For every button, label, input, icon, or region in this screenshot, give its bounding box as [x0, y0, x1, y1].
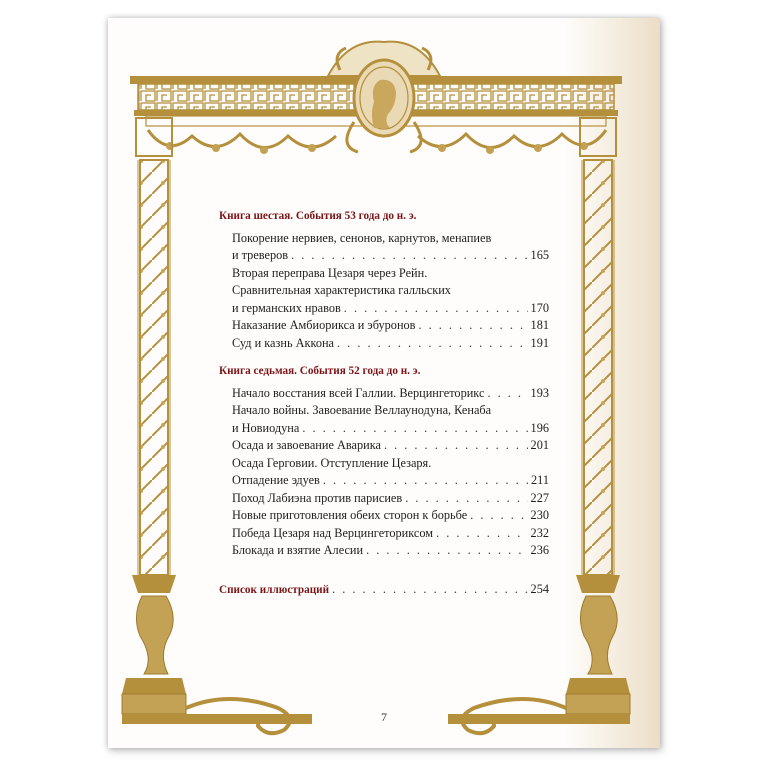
page-ref: 201 — [530, 438, 549, 452]
page-ref: 191 — [530, 335, 549, 350]
leader-dots — [366, 542, 527, 560]
entry-line: Начало войны. Завоевание Веллаунодуна, Кенаба — [232, 403, 492, 417]
leader-dots — [344, 300, 528, 318]
page-ref: 254 — [530, 581, 549, 596]
leader-dots — [487, 385, 527, 403]
toc-entry[interactable] — [232, 335, 549, 353]
toc-entry-illustrations[interactable] — [219, 581, 549, 600]
toc-entry[interactable] — [232, 455, 549, 473]
toc-entry[interactable] — [232, 282, 549, 317]
entry-line: Блокада и взятие Алесии — [232, 543, 364, 557]
leader-dots — [405, 490, 527, 508]
section-entries-book-seven — [219, 385, 549, 560]
toc-entry[interactable] — [232, 385, 549, 403]
entry-line: Суд и казнь Аккона — [232, 335, 335, 350]
page-ref: 165 — [530, 248, 549, 262]
book-page — [108, 18, 660, 748]
leader-dots — [302, 420, 527, 438]
entry-line: Новые приготовления обеих сторон к борьбе — [232, 508, 468, 522]
page-ref: 181 — [530, 318, 549, 332]
entry-line: Победа Цезаря над Верцингеториксом — [232, 525, 434, 540]
page-ref: 170 — [530, 300, 549, 315]
entry-line: Осада и завоевание Аварика — [232, 438, 381, 452]
illustrations-label: Список иллюстраций — [219, 583, 330, 596]
section-title-book-six: Книга шестая. События 53 года до н. э. — [219, 210, 417, 222]
leader-dots — [323, 472, 528, 490]
entry-line: Сравнительная характеристика галльских — [232, 283, 451, 297]
toc-entry[interactable] — [232, 230, 549, 265]
section-title-book-seven: Книга седьмая. События 52 года до н. э. — [219, 365, 421, 377]
leader-dots — [418, 317, 527, 335]
page-number: 7 — [381, 710, 387, 724]
entry-line: Покорение нервиев, сенонов, карнутов, менапиев — [232, 230, 492, 245]
page-ref: 230 — [530, 508, 549, 522]
page-ref: 232 — [530, 525, 549, 540]
leader-dots — [436, 525, 527, 543]
entry-line: и треверов — [232, 248, 289, 262]
leader-dots — [337, 335, 528, 353]
page-ref: 193 — [530, 385, 549, 400]
page-ref: 211 — [531, 473, 549, 487]
toc-entry[interactable] — [232, 542, 549, 560]
toc-entry[interactable] — [232, 317, 549, 335]
toc-entry[interactable] — [232, 265, 549, 283]
entry-line: Поход Лабиэна против парисиев — [232, 490, 403, 505]
entry-line: Отпадение эдуев — [232, 473, 320, 487]
toc-entry[interactable] — [232, 507, 549, 525]
leader-dots — [291, 247, 527, 265]
entry-line: Начало восстания всей Галлии. Верцингеторикс — [232, 385, 485, 400]
toc-entry[interactable] — [232, 490, 549, 508]
page-ref: 227 — [530, 490, 549, 505]
entry-line: и Новиодуна — [232, 420, 300, 435]
toc-entry[interactable] — [232, 472, 549, 490]
leader-dots — [470, 507, 527, 525]
page-ref: 236 — [530, 543, 549, 557]
table-of-contents — [219, 208, 549, 599]
toc-entry[interactable] — [232, 402, 549, 437]
leader-dots — [332, 581, 527, 599]
toc-entry[interactable] — [232, 437, 549, 455]
entry-line: и германских нравов — [232, 300, 341, 315]
page-ref: 196 — [530, 420, 549, 435]
entry-line: Наказание Амбиорикса и эбуронов — [232, 318, 416, 332]
entry-line: Вторая переправа Цезаря через Рейн. — [232, 265, 428, 280]
leader-dots — [384, 437, 528, 455]
section-entries-book-six — [219, 230, 549, 353]
entry-line: Осада Герговии. Отступление Цезаря. — [232, 455, 432, 470]
toc-entry[interactable] — [232, 525, 549, 543]
